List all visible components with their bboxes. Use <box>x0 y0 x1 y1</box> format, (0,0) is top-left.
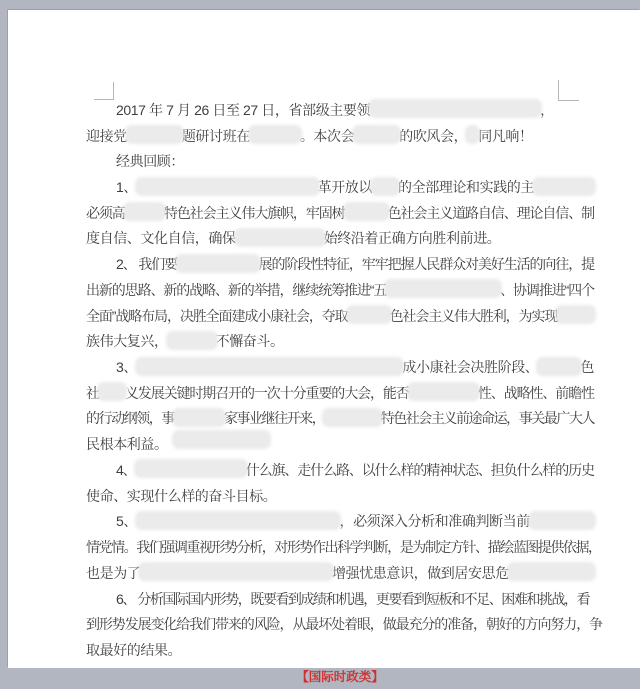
redaction-block <box>137 513 339 528</box>
text-segment: 2、 我们要 <box>116 256 178 273</box>
text-segment: 色 <box>580 359 594 376</box>
text-segment: 必须高 <box>86 204 125 221</box>
text-segment: 经典回顾： <box>116 153 184 170</box>
text-segment: 展的阶段性特征，牢牢把握人民群众对美好生活的向往，提 <box>258 256 594 273</box>
text-segment: ， <box>540 101 554 118</box>
text-segment: 3、 <box>116 359 137 376</box>
text-line <box>86 328 594 354</box>
text-segment: 的全部理论和实践的主 <box>398 179 534 196</box>
text-segment: 社 <box>86 384 99 401</box>
redaction-block <box>538 359 580 374</box>
text-segment: ，必须深入分析和准确判断当前 <box>339 513 530 530</box>
redaction-block <box>125 204 164 219</box>
text-line <box>86 586 594 612</box>
text-line <box>86 380 594 406</box>
text-segment: 什么旗、走什么路、以什么样的精神状态、担负什么样的历史 <box>245 461 594 478</box>
text-body <box>86 97 602 689</box>
text-segment: 使命、实现什么样的奋斗目标。 <box>86 487 277 504</box>
text-segment: 、协调推进“四个 <box>500 281 594 298</box>
text-line <box>86 277 594 303</box>
redaction-block <box>345 204 388 219</box>
text-segment: 全面”战略布局，决胜全面建成小康社会，夺取 <box>86 307 348 324</box>
redaction-block <box>168 333 216 348</box>
document-page <box>8 10 640 684</box>
text-line <box>86 303 594 329</box>
text-segment: 5、 <box>116 513 137 530</box>
text-segment: 取最好的结果。 <box>86 641 182 658</box>
text-line <box>86 611 602 637</box>
text-segment: 同凡响！ <box>478 127 533 144</box>
text-segment: 到形势发展变化给我们带来的风险，从最坏处着眼，做最充分的准备，朝好的方向努力，争 <box>86 616 602 633</box>
text-line <box>86 200 594 226</box>
text-segment: 义发展关键时期召开的一次十分重要的大会，能否 <box>124 384 409 401</box>
redaction-block <box>137 359 402 374</box>
text-segment: 情党情。我们强调重视形势分析，对形势作出科学判断，是为制定方针、描绘蓝图提供依据， <box>86 539 601 556</box>
text-segment: 6、 分析国际国内形势，既要看到成绩和机遇，更要看到短板和不足、困难和挑战，看 <box>116 590 590 607</box>
redaction-block <box>99 384 125 399</box>
text-segment: 族伟大复兴， <box>86 333 168 350</box>
text-segment: 家事业继往开来， <box>223 410 325 427</box>
text-segment: 革开放以 <box>317 179 372 196</box>
text-segment: 。本次会 <box>299 127 355 144</box>
text-segment: 增强忧患意识，做到居安思危 <box>332 564 509 581</box>
text-segment: 不懈奋斗。 <box>215 333 284 350</box>
redaction-block <box>557 307 594 322</box>
text-segment: 4、 <box>116 461 136 478</box>
text-segment: 色社会主义伟大胜利，为实现 <box>389 307 558 324</box>
text-line <box>86 148 594 174</box>
text-segment: 也是为了 <box>86 564 141 581</box>
redaction-block <box>372 179 398 194</box>
redaction-block <box>409 384 478 399</box>
text-segment: 特色社会主义前途命运，事关最广大人 <box>380 410 594 427</box>
redaction-block <box>534 179 594 194</box>
text-segment: 2017 年 7 月 26 日至 27 日，省部级主要领 <box>116 101 371 118</box>
text-line <box>86 509 594 535</box>
text-line <box>86 637 594 663</box>
text-segment: 的吹风会， <box>399 127 468 144</box>
text-line <box>86 406 594 432</box>
text-segment: 成小康社会决胜阶段、 <box>402 359 539 376</box>
text-segment: 迎接党 <box>86 127 127 144</box>
redaction-block <box>140 564 332 579</box>
text-line <box>86 483 594 509</box>
text-segment: 始终沿着正确方向胜利前进。 <box>323 230 501 247</box>
text-line <box>86 174 594 200</box>
redaction-block <box>509 564 594 579</box>
text-line <box>86 123 594 149</box>
text-segment: 度自信、文化自信，确保 <box>86 230 236 247</box>
redaction-block <box>177 256 259 271</box>
redaction-block <box>354 127 399 142</box>
redaction-block <box>236 230 324 245</box>
text-line <box>86 97 594 123</box>
text-segment: 特色社会主义伟大旗帜，牢固树 <box>163 204 345 221</box>
redaction-block <box>467 127 478 142</box>
text-line <box>86 226 594 252</box>
redaction-block <box>174 410 224 425</box>
text-line <box>86 431 594 457</box>
redaction-block <box>370 101 540 116</box>
text-segment: 性、战略性、前瞻性 <box>477 384 594 401</box>
text-line <box>86 534 601 560</box>
text-line <box>86 560 594 586</box>
text-segment: 题研讨班在 <box>181 127 250 144</box>
text-line <box>86 354 594 380</box>
text-segment: 1、 <box>116 179 137 196</box>
redaction-block <box>250 127 300 142</box>
redaction-block <box>348 307 390 322</box>
text-segment: 的行动纲领，事 <box>86 410 174 427</box>
text-segment: 出新的思路、新的战略、新的举措，继续统筹推进“五 <box>86 281 387 298</box>
text-segment: 色社会主义道路自信、理论自信、制 <box>387 204 594 221</box>
redaction-block <box>136 461 246 476</box>
redaction-block <box>386 281 500 296</box>
redaction-block <box>324 410 380 425</box>
text-segment: 民根本利益。 <box>86 436 168 453</box>
redaction-block <box>174 432 269 447</box>
text-line <box>86 457 594 483</box>
redaction-block <box>137 179 318 194</box>
redaction-block <box>530 513 594 528</box>
text-line <box>86 251 594 277</box>
category-tag: 【国际时政类】 <box>296 669 384 684</box>
redaction-block <box>127 127 182 142</box>
